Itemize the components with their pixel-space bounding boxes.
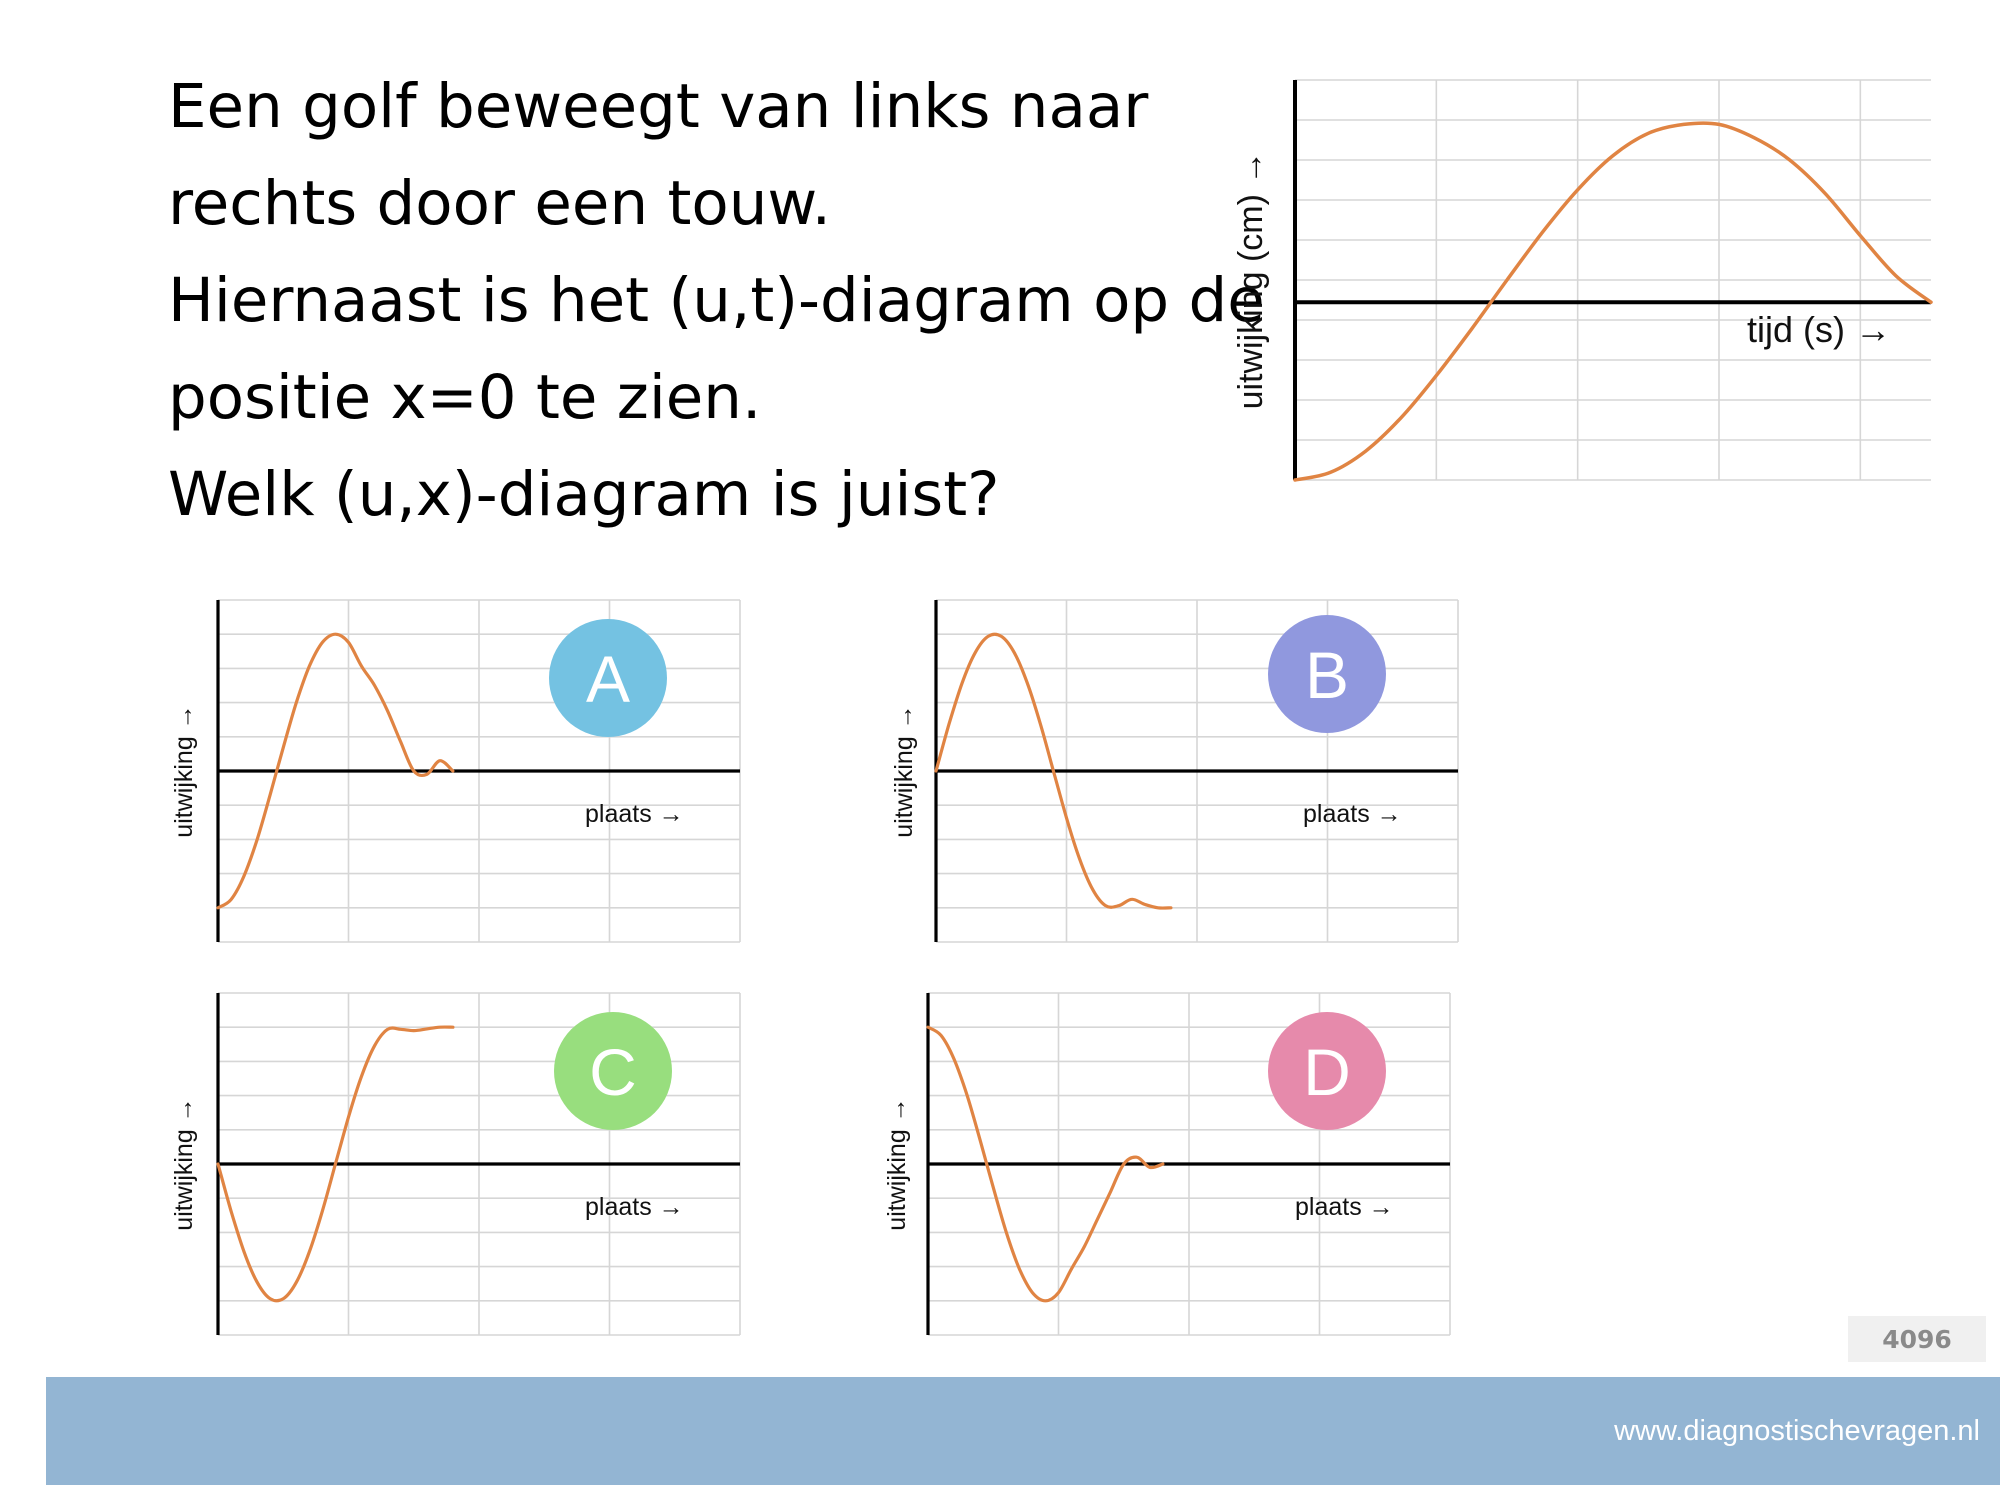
y-axis-label: uitwijking → [890, 704, 918, 838]
question-id-badge: 4096 [1848, 1316, 1986, 1362]
x-axis-label: plaats → [1303, 800, 1402, 828]
option-d-diagram[interactable] [883, 985, 1463, 1345]
option-b-letter: B [1304, 638, 1350, 712]
option-b-diagram[interactable] [890, 590, 1470, 950]
footer-bar [46, 1377, 2000, 1485]
question-line: rechts door een touw. [168, 168, 832, 239]
x-axis-label: plaats → [1295, 1193, 1394, 1221]
option-c-letter: C [589, 1035, 637, 1109]
question-line: positie x=0 te zien. [168, 362, 762, 433]
option-d-letter: D [1303, 1035, 1351, 1109]
question-line: Een golf beweegt van links naar [168, 71, 1149, 142]
footer-url[interactable]: www.diagnostischevragen.nl [1614, 1415, 1980, 1447]
question-line: Hiernaast is het (u,t)-diagram op de [168, 265, 1265, 336]
y-axis-label: uitwijking (cm) → [1232, 150, 1270, 410]
x-axis-label: plaats → [585, 800, 684, 828]
ut-diagram [1232, 60, 1940, 500]
x-axis-label: tijd (s) → [1747, 309, 1891, 350]
option-a-letter: A [585, 642, 631, 716]
y-axis-label: uitwijking → [170, 1097, 198, 1231]
question-line: Welk (u,x)-diagram is juist? [168, 459, 1000, 530]
y-axis-label: uitwijking → [883, 1097, 911, 1231]
option-c-diagram[interactable] [170, 985, 750, 1345]
option-a-diagram[interactable] [170, 590, 750, 950]
x-axis-label: plaats → [585, 1193, 684, 1221]
y-axis-label: uitwijking → [170, 704, 198, 838]
